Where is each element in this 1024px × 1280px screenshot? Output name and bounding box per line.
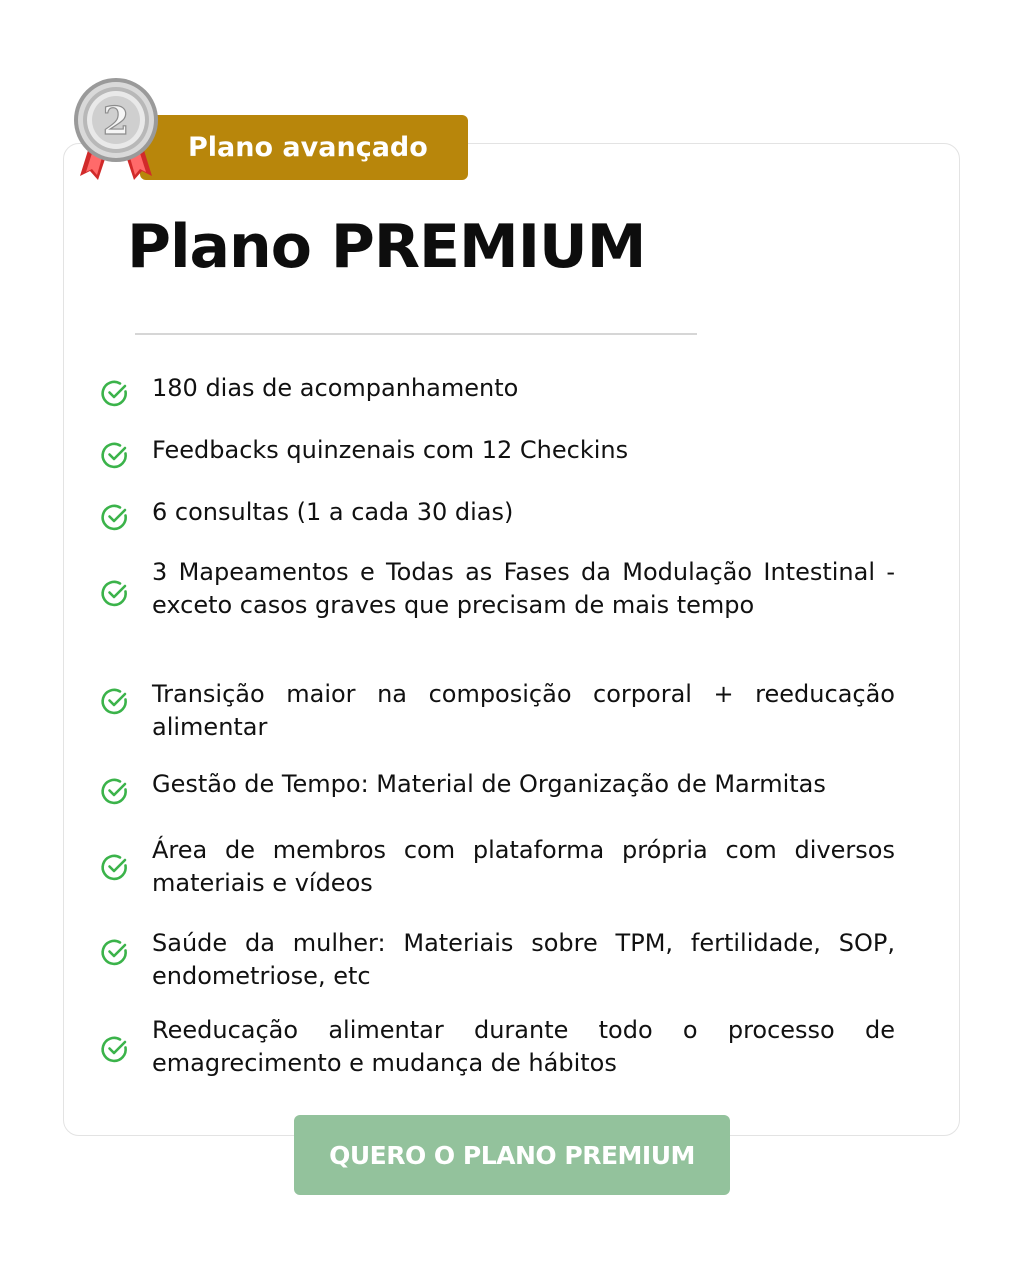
check-circle-icon [100, 686, 130, 716]
check-circle-icon [100, 776, 130, 806]
silver-medal-icon [68, 76, 164, 184]
check-circle-icon [100, 1034, 130, 1064]
feature-text: Área de membros com plataforma própria com diversos materiais e vídeos [152, 836, 895, 897]
plan-tier-badge [140, 115, 468, 180]
check-circle-icon [100, 852, 130, 882]
feature-text: Feedbacks quinzenais com 12 Checkins [152, 436, 629, 464]
check-circle-icon [100, 502, 130, 532]
feature-text: Reeducação alimentar durante todo o processo de emagrecimento e mudança de hábitos [152, 1016, 895, 1077]
feature-text: 3 Mapeamentos e Todas as Fases da Modulação Intestinal - exceto casos graves que precisam de mais tempo [152, 558, 895, 619]
check-circle-icon [100, 440, 130, 470]
check-circle-icon [100, 578, 130, 608]
medal-number: 2 [102, 98, 130, 143]
feature-text: Transição maior na composição corporal + reeducação alimentar [152, 680, 895, 741]
plan-tier-label: Plano avançado [188, 132, 428, 163]
feature-text: 6 consultas (1 a cada 30 dias) [152, 498, 514, 526]
divider [135, 333, 697, 335]
feature-text: 180 dias de acompanhamento [152, 374, 519, 402]
premium-plan-cta-button[interactable]: QUERO O PLANO PREMIUM [294, 1115, 730, 1195]
feature-text: Saúde da mulher: Materiais sobre TPM, fertilidade, SOP, endometriose, etc [152, 929, 895, 990]
feature-text: Gestão de Tempo: Material de Organização de Marmitas [152, 770, 826, 798]
check-circle-icon [100, 937, 130, 967]
plan-title: Plano PREMIUM [127, 212, 646, 282]
check-circle-icon [100, 378, 130, 408]
